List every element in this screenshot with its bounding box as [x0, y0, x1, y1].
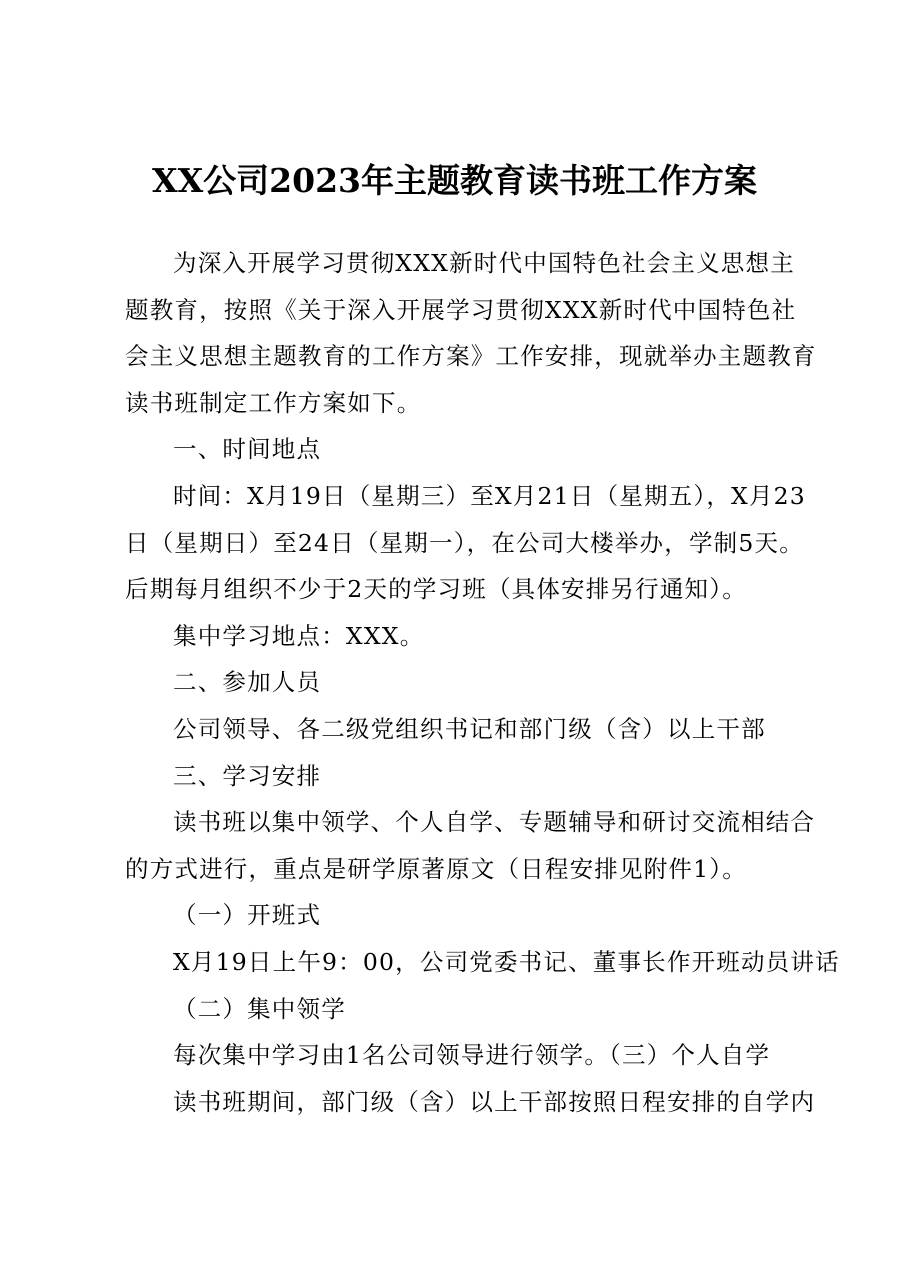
opening-paragraph: X月19日上午9：00，公司党委书记、董事长作开班动员讲话	[173, 947, 840, 976]
section-heading-time-place: 一、时间地点	[173, 435, 322, 464]
location-paragraph: 集中学习地点：XXX。	[173, 621, 425, 650]
collective-study-paragraph: 每次集中学习由1名公司领导进行领学。（三）个人自学	[173, 1041, 771, 1070]
intro-paragraph: 为深入开展学习贯彻XXX新时代中国特色社会主义思想主题教育，按照《关于深入开展学习贯彻XXX新时代中国特色社会主义思想主题教育的工作方案》工作安排，现就举办主题教育读书班制定工作方案如下。	[125, 249, 817, 417]
time-paragraph: 时间：X月19日（星期三）至X月21日（星期五），X月23日（星期日）至24日（星期一），在公司大楼举办，学制5天。后期每月组织不少于2天的学习班（具体安排另行通知）。	[125, 481, 806, 604]
self-study-paragraph: 读书班期间，部门级（含）以上干部按照日程安排的自学内	[173, 1087, 816, 1116]
study-arrangement-paragraph: 读书班以集中领学、个人自学、专题辅导和研讨交流相结合的方式进行，重点是研学原著原文（日程安排见附件1）。	[125, 808, 816, 883]
subheading-collective-study: （二）集中领学	[173, 994, 346, 1023]
document-body	[125, 240, 840, 1125]
section-heading-study-arrangement: 三、学习安排	[173, 761, 322, 790]
subheading-opening: （一）开班式	[173, 901, 322, 930]
participants-paragraph: 公司领导、各二级党组织书记和部门级（含）以上干部	[173, 714, 766, 743]
document-title: XX公司2023年主题教育读书班工作方案	[151, 161, 758, 200]
section-heading-participants: 二、参加人员	[173, 668, 322, 697]
